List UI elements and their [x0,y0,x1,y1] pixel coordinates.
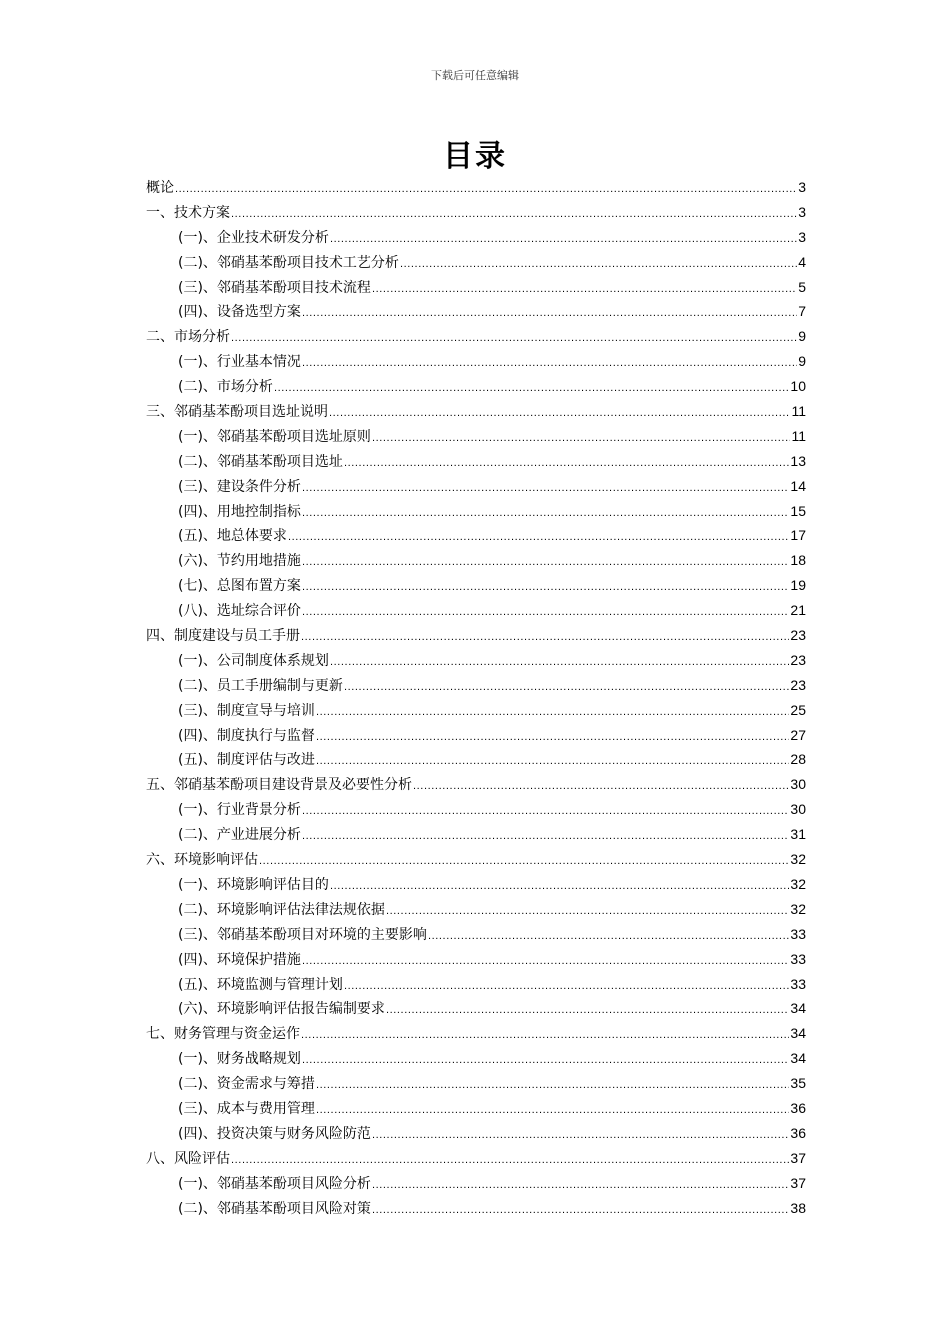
toc-entry-page-number: 34 [790,1050,806,1067]
toc-entry-page-number: 14 [790,477,806,494]
toc-entry-page-number: 5 [798,278,806,295]
toc-entry-title: (二)、员工手册编制与更新 [178,677,343,694]
toc-dot-leader [428,924,789,949]
toc-dot-leader [259,849,789,874]
toc-entry-title: 四、制度建设与员工手册 [146,628,300,645]
toc-entry-page-number: 15 [790,502,806,519]
toc-entry-title: (四)、用地控制指标 [178,503,301,520]
toc-dot-leader [372,426,791,451]
toc-entry[interactable] [146,275,806,300]
toc-dot-leader [372,1173,789,1198]
toc-entry-title: (四)、制度执行与监督 [178,727,315,744]
toc-dot-leader [302,949,789,974]
toc-dot-leader [302,824,789,849]
toc-entry[interactable] [146,424,806,449]
toc-entry-title: (一)、财务战略规划 [178,1051,301,1068]
toc-dot-leader [274,376,789,401]
toc-entry-title: (二)、资金需求与筹措 [178,1076,315,1093]
toc-entry-title: 二、市场分析 [146,329,230,346]
toc-entry[interactable] [146,374,806,399]
toc-entry-title: (三)、邻硝基苯酚项目对环境的主要影响 [178,926,427,943]
toc-entry[interactable] [146,1071,806,1096]
toc-entry[interactable] [146,499,806,524]
toc-entry[interactable] [146,922,806,947]
toc-entry-title: 八、风险评估 [146,1150,230,1167]
toc-entry-page-number: 18 [790,552,806,569]
toc-entry-page-number: 31 [790,826,806,843]
toc-entry-page-number: 23 [790,676,806,693]
toc-entry-page-number: 33 [790,950,806,967]
toc-entry-page-number: 36 [790,1124,806,1141]
toc-entry[interactable] [146,573,806,598]
toc-entry-title: (五)、地总体要求 [178,528,287,545]
toc-entry-page-number: 13 [790,452,806,469]
toc-entry-page-number: 38 [790,1199,806,1216]
toc-entry-title: (一)、行业基本情况 [178,354,301,371]
toc-dot-leader [175,177,797,202]
toc-entry-page-number: 17 [790,527,806,544]
toc-entry[interactable] [146,399,806,424]
toc-entry-page-number: 27 [790,726,806,743]
toc-dot-leader [302,600,789,625]
toc-entry-page-number: 35 [790,1075,806,1092]
toc-entry-title: (一)、行业背景分析 [178,802,301,819]
toc-dot-leader [413,774,789,799]
toc-dot-leader [344,451,789,476]
toc-entry[interactable] [146,772,806,797]
toc-entry[interactable] [146,648,806,673]
toc-entry-title: (二)、市场分析 [178,379,273,396]
toc-entry-page-number: 4 [798,253,806,270]
toc-entry-page-number: 32 [790,900,806,917]
toc-dot-leader [372,277,797,302]
toc-entry-title: (一)、环境影响评估目的 [178,876,329,893]
toc-dot-leader [302,351,797,376]
toc-entry[interactable] [146,996,806,1021]
toc-dot-leader [316,700,789,725]
page-header-note: 下载后可任意编辑 [431,69,519,82]
toc-dot-leader [316,1098,789,1123]
toc-entry-page-number: 36 [790,1099,806,1116]
toc-entry-title: (三)、成本与费用管理 [178,1100,315,1117]
toc-entry[interactable] [146,872,806,897]
toc-entry-page-number: 3 [798,179,806,195]
toc-entry-page-number: 7 [798,303,806,320]
toc-dot-leader [386,899,789,924]
toc-dot-leader [302,799,789,824]
toc-entry-title: (一)、公司制度体系规划 [178,652,329,669]
toc-entry-title: (二)、邻硝基苯酚项目风险对策 [178,1200,371,1217]
toc-entry-title: 三、邻硝基苯酚项目选址说明 [146,404,328,421]
toc-entry-page-number: 11 [791,427,806,444]
toc-entry[interactable] [146,250,806,275]
toc-dot-leader [231,202,797,227]
toc-dot-leader [372,1123,789,1148]
toc-entry[interactable] [146,947,806,972]
toc-dot-leader [302,301,797,326]
toc-dot-leader [302,1048,789,1073]
toc-dot-leader [302,501,789,526]
toc-entry[interactable] [146,897,806,922]
toc-entry[interactable] [146,747,806,772]
toc-entry[interactable] [146,349,806,374]
toc-entry[interactable] [146,623,806,648]
toc-dot-leader [316,725,789,750]
toc-entry[interactable] [146,598,806,623]
toc-entry-page-number: 30 [790,776,806,793]
toc-entry-page-number: 33 [790,975,806,992]
toc-entry[interactable] [146,797,806,822]
toc-entry-title: (四)、投资决策与财务风险防范 [178,1125,371,1142]
toc-dot-leader [316,749,789,774]
toc-entry-page-number: 34 [790,1000,806,1017]
toc-entry[interactable] [146,1171,806,1196]
toc-entry-title: 概论 [146,180,174,196]
toc-entry[interactable] [146,548,806,573]
toc-entry[interactable] [146,1146,806,1171]
toc-entry[interactable] [146,1196,806,1221]
toc-entry[interactable] [146,1121,806,1146]
toc-dot-leader [302,476,789,501]
toc-entry-page-number: 34 [790,1025,806,1042]
toc-entry[interactable] [146,299,806,324]
toc-entry-title: (三)、邻硝基苯酚项目技术流程 [178,279,371,296]
toc-dot-leader [329,401,790,426]
toc-dot-leader [344,675,789,700]
toc-entry[interactable] [146,1096,806,1121]
toc-entry-title: (五)、制度评估与改进 [178,752,315,769]
toc-entry-page-number: 21 [790,602,806,619]
toc-entry-title: 七、财务管理与资金运作 [146,1026,300,1043]
toc-entry-title: (八)、选址综合评价 [178,603,301,620]
toc-entry[interactable] [146,324,806,349]
toc-dot-leader [231,326,797,351]
toc-dot-leader [330,227,797,252]
toc-entry-title: (三)、建设条件分析 [178,478,301,495]
toc-entry-page-number: 25 [790,701,806,718]
toc-dot-leader [288,525,789,550]
toc-entry-title: (一)、邻硝基苯酚项目风险分析 [178,1175,371,1192]
toc-entry[interactable] [146,972,806,997]
toc-entry-title: 六、环境影响评估 [146,852,258,869]
toc-entry-title: (三)、制度宣导与培训 [178,702,315,719]
toc-entry[interactable] [146,474,806,499]
toc-dot-leader [302,550,789,575]
toc-entry[interactable] [146,1021,806,1046]
toc-entry[interactable] [146,225,806,250]
toc-entry-page-number: 37 [790,1149,806,1166]
toc-entry[interactable] [146,1046,806,1071]
toc-entry-title: (二)、邻硝基苯酚项目选址 [178,453,343,470]
toc-dot-leader [400,252,797,277]
table-of-contents [146,175,806,1220]
toc-entry-page-number: 9 [798,353,806,370]
toc-entry[interactable] [146,698,806,723]
toc-entry-title: (二)、产业进展分析 [178,827,301,844]
toc-entry-title: (一)、企业技术研发分析 [178,229,329,246]
toc-dot-leader [330,874,789,899]
toc-entry-title: (七)、总图布置方案 [178,578,301,595]
toc-entry-page-number: 10 [790,378,806,395]
toc-entry-page-number: 11 [791,403,806,420]
toc-entry-page-number: 37 [790,1174,806,1191]
toc-entry-title: (二)、环境影响评估法律法规依据 [178,901,385,918]
toc-entry-page-number: 3 [798,203,806,220]
toc-entry-title: (六)、环境影响评估报告编制要求 [178,1001,385,1018]
toc-dot-leader [316,1073,789,1098]
toc-entry-page-number: 19 [790,577,806,594]
toc-entry-title: (四)、环境保护措施 [178,951,301,968]
toc-entry-page-number: 32 [790,851,806,868]
toc-entry[interactable] [146,822,806,847]
toc-dot-leader [330,650,789,675]
toc-entry[interactable] [146,175,806,200]
toc-dot-leader [302,575,789,600]
toc-entry-page-number: 28 [790,751,806,768]
toc-entry[interactable] [146,847,806,872]
toc-entry-page-number: 23 [790,627,806,644]
toc-entry[interactable] [146,723,806,748]
toc-entry-title: 一、技术方案 [146,204,230,221]
toc-entry-title: (二)、邻硝基苯酚项目技术工艺分析 [178,254,399,271]
toc-entry-page-number: 23 [790,651,806,668]
toc-entry-page-number: 33 [790,925,806,942]
toc-entry[interactable] [146,523,806,548]
toc-entry-title: 五、邻硝基苯酚项目建设背景及必要性分析 [146,777,412,794]
toc-dot-leader [344,974,789,999]
toc-dot-leader [301,1023,789,1048]
toc-entry-title: (一)、邻硝基苯酚项目选址原则 [178,428,371,445]
toc-dot-leader [372,1198,789,1223]
toc-entry-title: (五)、环境监测与管理计划 [178,976,343,993]
toc-entry-page-number: 30 [790,801,806,818]
toc-entry[interactable] [146,449,806,474]
toc-entry[interactable] [146,673,806,698]
toc-entry[interactable] [146,200,806,225]
toc-entry-page-number: 3 [798,228,806,245]
toc-entry-title: (六)、节约用地措施 [178,553,301,570]
toc-dot-leader [386,998,789,1023]
page-title: 目录 [443,139,507,174]
toc-entry-title: (四)、设备选型方案 [178,304,301,321]
toc-entry-page-number: 9 [798,328,806,345]
toc-entry-page-number: 32 [790,875,806,892]
toc-dot-leader [301,625,789,650]
toc-dot-leader [231,1148,789,1173]
